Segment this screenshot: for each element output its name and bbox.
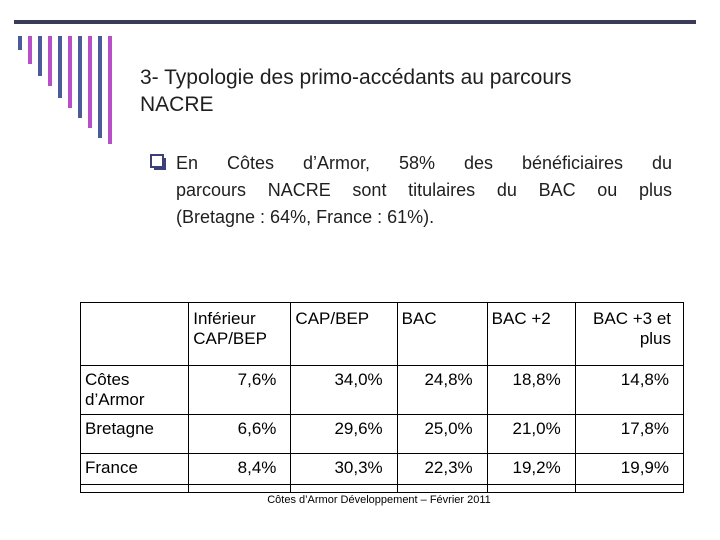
table-row xyxy=(81,454,684,493)
table-cell: 19,9% xyxy=(575,454,683,493)
table-cell: 17,8% xyxy=(575,415,683,454)
decor-bar xyxy=(78,36,82,118)
slide-title-line: NACRE xyxy=(140,93,214,116)
table-cell: 21,0% xyxy=(487,415,575,454)
row-label: Bretagne xyxy=(81,415,189,454)
decor-bar xyxy=(68,36,72,108)
table-header-cell: BAC +3 et plus xyxy=(575,303,683,366)
table-cell: 19,2% xyxy=(487,454,575,493)
decor-bar xyxy=(48,36,52,86)
table-cell: 22,3% xyxy=(397,454,487,493)
decorative-bars xyxy=(14,36,134,146)
row-label: France xyxy=(81,454,189,493)
table-cell: 24,8% xyxy=(397,366,487,415)
table-cell: 6,6% xyxy=(189,415,291,454)
table-cell: 25,0% xyxy=(397,415,487,454)
table-header-cell: Inférieur CAP/BEP xyxy=(189,303,291,366)
table-cell: 7,6% xyxy=(189,366,291,415)
bullet-text xyxy=(150,150,672,231)
table-row xyxy=(81,415,684,454)
table-header-cell: CAP/BEP xyxy=(291,303,397,366)
table-header-cell: BAC +2 xyxy=(487,303,575,366)
decor-bar xyxy=(38,36,42,76)
slide-title-line: 3- Typologie des primo-accédants au parcours xyxy=(140,66,572,89)
table-row xyxy=(81,366,684,415)
bullet-line: (Bretagne : 64%, France : 61%). xyxy=(176,207,435,227)
table-cell: 8,4% xyxy=(189,454,291,493)
education-table xyxy=(80,302,684,493)
table-cell: 29,6% xyxy=(291,415,397,454)
slide-title xyxy=(140,64,680,118)
table-cell: 18,8% xyxy=(487,366,575,415)
decor-bar xyxy=(58,36,62,98)
footer-source: Côtes d’Armor Développement – Février 2011 xyxy=(267,494,491,506)
decor-bar xyxy=(88,36,92,128)
decor-bar xyxy=(98,36,102,138)
footer-rule xyxy=(80,484,684,485)
decor-bar xyxy=(108,36,112,144)
bullet-line: parcours NACRE sont titulaires du BAC ou plus xyxy=(176,180,672,200)
table-header-row xyxy=(81,303,684,366)
table-header-cell: BAC xyxy=(397,303,487,366)
bullet-point xyxy=(150,150,672,231)
decor-bar xyxy=(18,36,22,50)
checkbox-bullet-icon xyxy=(150,154,164,168)
table-cell: 34,0% xyxy=(291,366,397,415)
table-cell: 14,8% xyxy=(575,366,683,415)
top-rule xyxy=(14,20,696,24)
bullet-line: En Côtes d’Armor, 58% des bénéficiaires du xyxy=(176,153,672,173)
table-header-cell xyxy=(81,303,189,366)
row-label: Côtes d’Armor xyxy=(81,366,189,415)
decor-bar xyxy=(28,36,32,64)
table-cell: 30,3% xyxy=(291,454,397,493)
